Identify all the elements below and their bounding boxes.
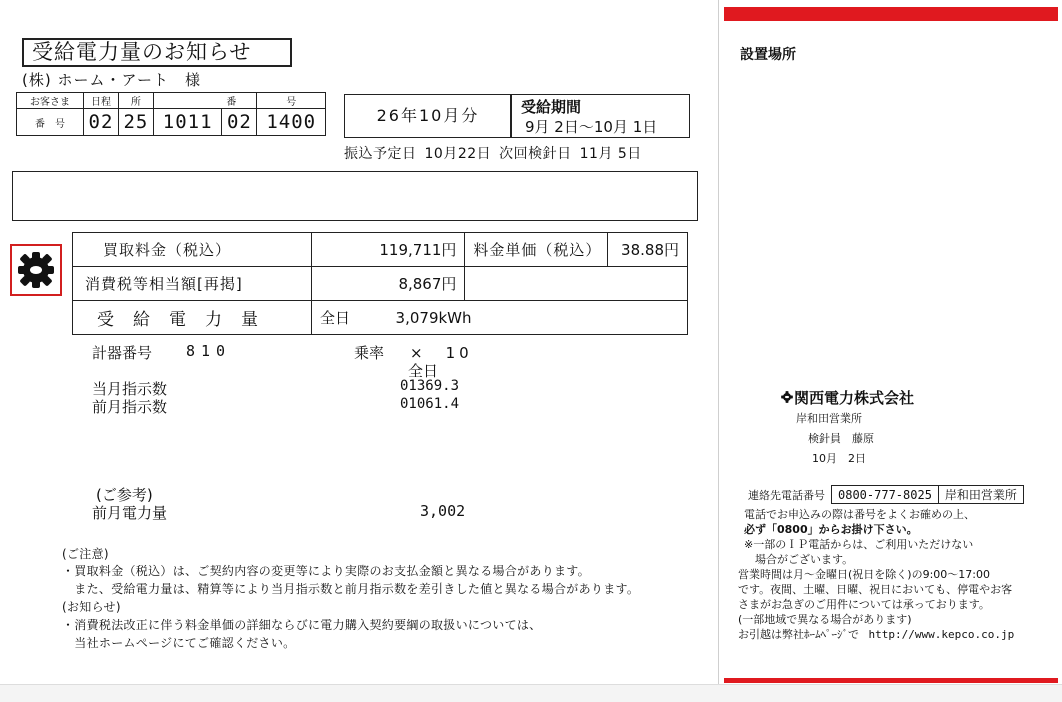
header-office: 所 [118, 93, 153, 109]
current-reading-value: 01369.3 [400, 378, 460, 394]
notice-title: 受給電力量のお知らせ [22, 38, 292, 67]
purchase-charge-value: 119,711円 [311, 233, 464, 267]
customer-number-label-bottom: 番 号 [17, 109, 84, 136]
header-go: 号 [257, 93, 326, 109]
meter-number-label: 計器番号 [92, 344, 153, 362]
inspector-name: 検針員 藤原 [808, 432, 874, 445]
info-line: 当社ホームページにてご確認ください。 [62, 636, 296, 650]
current-reading-label: 当月指示数 [92, 380, 168, 398]
notice-line: 必ず「0800」からお掛け下さい。 [744, 523, 918, 536]
transfer-date: 10月22日 [424, 146, 492, 162]
customer-number-part: 02 [84, 109, 119, 136]
schedule-line [344, 143, 650, 163]
meter-column-label: 全日 [408, 362, 439, 380]
next-reading-date: 11月 5日 [579, 146, 642, 162]
customer-number-part: 1011 [153, 109, 222, 136]
previous-energy-label: 前月電力量 [92, 504, 168, 522]
customer-number-label-top: お客さま [17, 93, 84, 109]
caution-line: ・買取料金（税込）は、ご契約内容の変更等により実際のお支払金額と異なる場合があります。 [62, 564, 590, 578]
contact-label: 連絡先電話番号 [748, 488, 825, 502]
url-line [738, 626, 1014, 642]
notice-line: さまがお急ぎのご用件については承っております。 [738, 598, 990, 611]
notice-line: 営業時間は月〜金曜日(祝日を除く)の9:00〜17:00 [738, 568, 990, 581]
energy-value: 3,079kWh [395, 309, 472, 327]
notice-line: (一部地域で異なる場合があります) [738, 613, 912, 626]
notice-line: ※一部のＩＰ電話からは、ご利用いただけない [744, 538, 974, 551]
red-accent-bar-bottom [724, 678, 1058, 683]
blank-box [12, 171, 698, 221]
notice-line: 場合がございます。 [744, 553, 854, 566]
billing-period-label: 受給期間 [521, 98, 582, 116]
transfer-date-label: 振込予定日 [344, 146, 417, 162]
billing-period-value: 9月 2日〜10月 1日 [525, 118, 658, 136]
next-reading-label: 次回検針日 [499, 146, 572, 162]
meter-number-value: 810 [186, 342, 232, 360]
customer-number-part: 02 [222, 109, 257, 136]
caution-line: また、受給電力量は、精算等により当月指示数と前月指示数を差引きした値と異なる場合があります。 [62, 582, 640, 596]
installation-location-label: 設置場所 [740, 47, 796, 63]
purchase-charge-label: 買取料金（税込） [73, 233, 312, 267]
tax-value: 8,867円 [311, 267, 464, 301]
company-block [780, 387, 914, 408]
contact-phone[interactable]: 0800-777-8025 [832, 486, 939, 504]
header-schedule: 日程 [84, 93, 119, 109]
kepco-logo-icon [10, 244, 62, 296]
reference-label: (ご参考) [96, 486, 153, 504]
customer-number-table [16, 92, 326, 136]
energy-label: 受 給 電 力 量 [73, 301, 312, 335]
customer-number-part: 1400 [257, 109, 326, 136]
empty-cell [465, 267, 688, 301]
billing-month: 26年10月分 [344, 94, 512, 138]
multiplier-label: 乗率 [354, 344, 385, 362]
info-line: ・消費税法改正に伴う料金単価の詳細ならびに電力購入契約要綱の取扱いについては、 [62, 618, 542, 632]
energy-period: 全日 [319, 309, 350, 327]
url-prefix: お引越は弊社ﾎｰﾑﾍﾟｰｼﾞで [738, 628, 859, 641]
multiplier-value: × 10 [410, 344, 473, 362]
customer-number-part: 25 [118, 109, 153, 136]
previous-reading-label: 前月指示数 [92, 398, 168, 416]
billing-period-box [510, 94, 690, 138]
notice-line: 電話でお申込みの際は番号をよくお確めの上、 [744, 508, 975, 521]
header-number: 番 [153, 93, 257, 109]
previous-energy-value: 3,002 [420, 502, 466, 520]
caution-heading: (ご注意) [62, 547, 109, 561]
website-link[interactable]: http://www.kepco.co.jp [868, 628, 1015, 641]
customer-name: (株) ホーム・アート 様 [22, 71, 202, 89]
previous-reading-value: 01061.4 [400, 396, 460, 412]
tax-label: 消費税等相当額[再掲] [73, 267, 312, 301]
inspection-date: 10月 2日 [812, 452, 866, 465]
charge-table [72, 232, 688, 335]
contact-table [744, 485, 1024, 504]
office-name: 岸和田営業所 [796, 412, 862, 425]
contact-office: 岸和田営業所 [938, 486, 1023, 504]
kepco-logo-svg [12, 246, 60, 294]
notice-line: です。夜間、土曜、日曜、祝日においても、停電やお客 [738, 583, 1013, 596]
red-accent-bar-top [724, 7, 1058, 21]
info-heading: (お知らせ) [62, 600, 121, 614]
page-bottom-edge [0, 684, 1062, 702]
energy-cell [311, 301, 687, 335]
unit-price-label: 料金単価（税込） [465, 233, 608, 267]
company-name: 関西電力株式会社 [794, 389, 915, 407]
unit-price-value: 38.88円 [607, 233, 687, 267]
kepco-small-logo-icon [780, 390, 794, 404]
